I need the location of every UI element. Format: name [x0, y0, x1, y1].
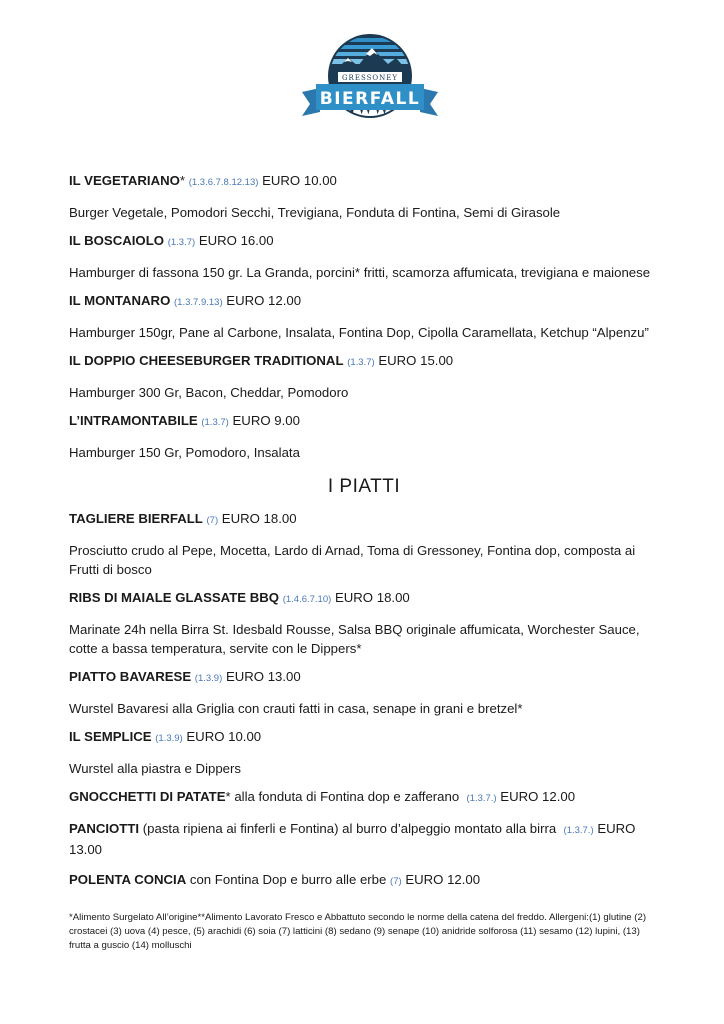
menu-item-intramontabile: [69, 412, 659, 462]
menu-item-panciotti: [69, 819, 659, 871]
item-description: Wurstel Bavaresi alla Griglia con crauti fatti in casa, senape in grani e bretzel*: [69, 701, 523, 716]
menu-item-boscaiolo: [69, 232, 659, 292]
item-price: EURO 12.00: [500, 789, 576, 804]
menu-item-polenta: [69, 871, 659, 890]
menu-item-montanaro: [69, 292, 659, 352]
item-price: EURO 13.00: [225, 669, 301, 684]
menu-item-ribs: [69, 589, 659, 668]
item-allergens: (1.3.7): [167, 237, 196, 248]
item-description: Hamburger 300 Gr, Bacon, Cheddar, Pomodoro: [69, 385, 349, 400]
item-allergens: (1.3.7.): [466, 793, 497, 804]
item-price: EURO 18.00: [334, 590, 410, 605]
item-text: * alla fonduta di Fontina dop e zafferano: [225, 789, 460, 804]
logo-emblem: [300, 18, 440, 142]
item-allergens: (7): [390, 876, 402, 887]
item-description: Wurstel alla piastra e Dippers: [69, 761, 241, 776]
item-name: L’INTRAMONTABILE: [69, 413, 198, 428]
item-description: Prosciutto crudo al Pepe, Mocetta, Lardo di Arnad, Toma di Gressoney, Fontina dop, composta ai Frutti di bosco: [69, 543, 636, 577]
item-price: EURO 12.00: [226, 293, 302, 308]
item-allergens: (1.3.6.7.8.12.13): [188, 177, 259, 188]
item-description: Hamburger di fassona 150 gr. La Granda, porcini* fritti, scamorza affumicata, trevigiana e maionese: [69, 265, 651, 280]
item-allergens: (7): [206, 515, 219, 526]
item-name: IL SEMPLICE: [69, 729, 152, 744]
item-description: Hamburger 150gr, Pane al Carbone, Insalata, Fontina Dop, Cipolla Caramellata, Ketchup “Alpenzu”: [69, 325, 649, 340]
item-price: EURO 15.00: [378, 353, 454, 368]
section-title: I PIATTI: [327, 476, 401, 497]
item-description: Marinate 24h nella Birra St. Idesbald Rousse, Salsa BBQ originale affumicata, Worchester Sauce, cotte a bassa temperatura, servite con le Dippers*: [69, 622, 640, 656]
item-name: IL DOPPIO CHEESEBURGER TRADITIONAL: [69, 353, 344, 368]
menu-item-tagliere: [69, 510, 659, 589]
item-text: con Fontina Dop e burro alle erbe: [186, 872, 387, 887]
item-allergens: (1.4.6.7.10): [282, 594, 332, 605]
item-suffix: *: [179, 173, 186, 188]
item-price: EURO 12.00: [405, 872, 481, 887]
item-allergens: (1.3.9): [155, 733, 183, 744]
logo-name: BIERFALL: [319, 89, 421, 109]
item-text: (pasta ripiena ai finferli e Fontina) al burro d’alpeggio montato alla birra: [139, 821, 557, 836]
item-name: POLENTA CONCIA: [69, 872, 187, 887]
item-name: PIATTO BAVARESE: [69, 669, 192, 684]
allergen-footnote: *Alimento Surgelato All’origine**Alimento Lavorato Fresco e Abbattuto secondo le norme della catena del freddo. Allergeni:(1) glutine (2) crostacei (3) uova (4) pesce, (5) arachidi (6) soia (7) latticini (8) sedano (9) senape (10) anidride solforosa (11) sesamo (12) lupini, (13) frutta a guscio (14) molluschi: [69, 912, 647, 951]
item-allergens: (1.3.7.9.13): [174, 297, 223, 308]
menu-item-piatto-bavarese: [69, 668, 659, 728]
menu-item-doppio-cheeseburger: [69, 352, 659, 412]
item-allergens: (1.3.7.): [563, 825, 594, 836]
item-allergens: (1.3.9): [194, 673, 223, 684]
menu-item-vegetariano: [69, 172, 659, 232]
item-name: PANCIOTTI: [69, 821, 140, 836]
logo-subtitle: GRESSONEY: [341, 74, 399, 82]
item-name: IL BOSCAIOLO: [69, 233, 165, 248]
item-price: EURO 13.00: [69, 821, 636, 857]
menu-item-semplice: [69, 728, 659, 788]
item-price: EURO 9.00: [232, 413, 300, 428]
item-price: EURO 10.00: [262, 173, 337, 188]
item-name: IL VEGETARIANO: [69, 173, 180, 188]
item-name: IL MONTANARO: [69, 293, 171, 308]
item-description: Burger Vegetale, Pomodori Secchi, Trevigiana, Fonduta di Fontina, Semi di Girasole: [69, 205, 561, 220]
menu-item-gnocchetti: [69, 788, 659, 819]
item-name: TAGLIERE BIERFALL: [69, 511, 203, 526]
item-allergens: (1.3.7): [201, 417, 229, 428]
item-description: Hamburger 150 Gr, Pomodoro, Insalata: [69, 445, 300, 460]
item-name: RIBS DI MAIALE GLASSATE BBQ: [69, 590, 280, 605]
item-allergens: (1.3.7): [347, 357, 375, 368]
item-price: EURO 18.00: [221, 511, 297, 526]
item-name: GNOCCHETTI DI PATATE: [69, 789, 226, 804]
item-price: EURO 16.00: [198, 233, 274, 248]
menu-content: [69, 172, 659, 890]
bierfall-logo: [300, 18, 440, 142]
item-price: EURO 10.00: [186, 729, 262, 744]
